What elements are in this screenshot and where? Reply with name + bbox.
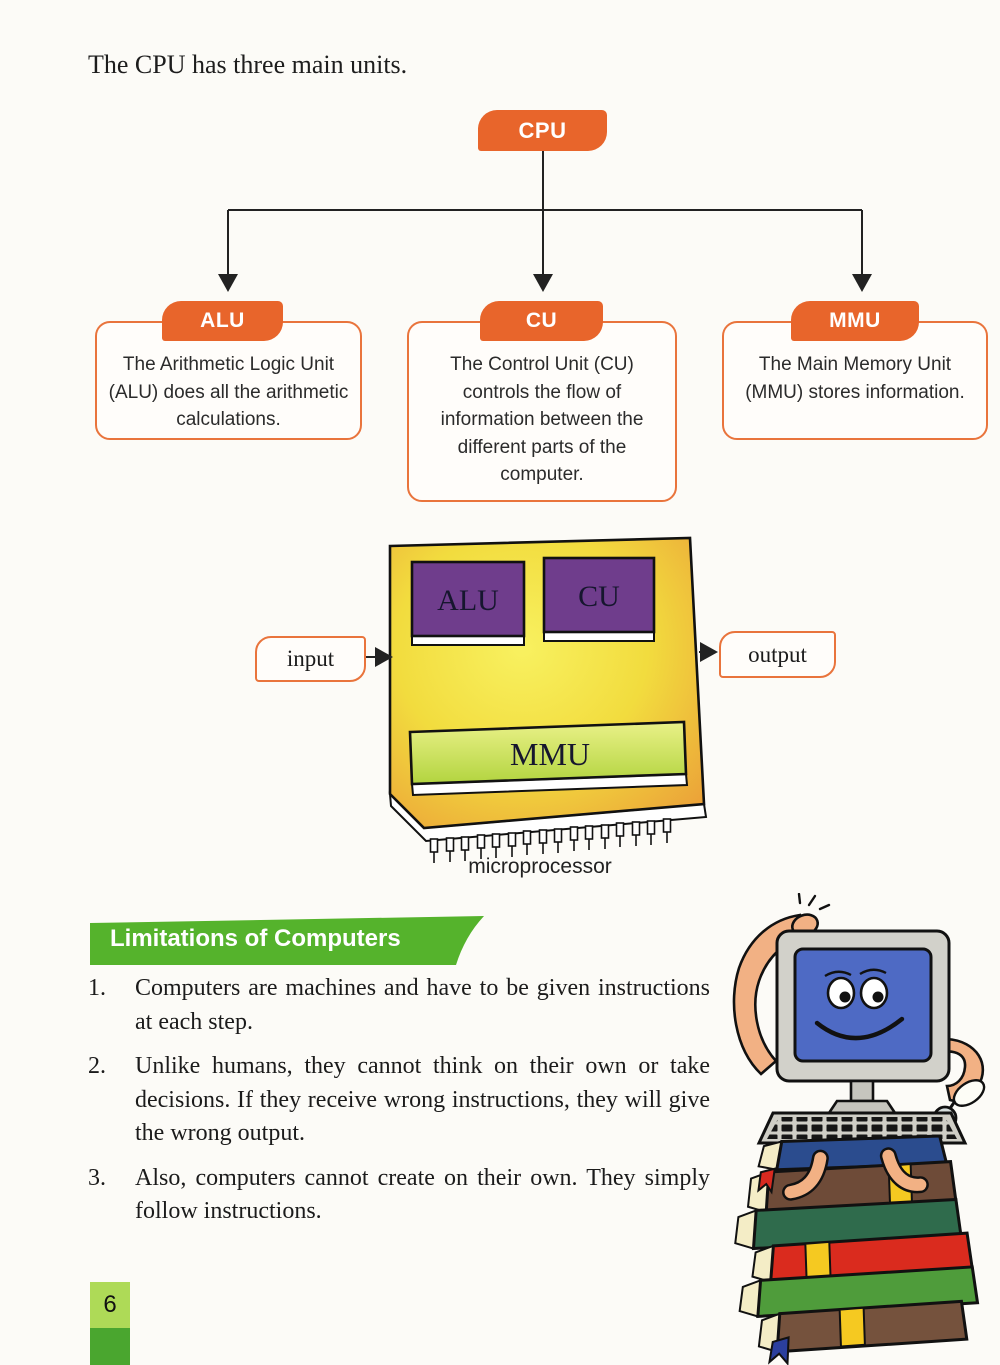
mmu-node-badge: MMU — [791, 301, 919, 341]
alu-node-description: The Arithmetic Logic Unit (ALU) does all the arithmetic calculations. — [108, 354, 349, 430]
computer-on-books-cartoon — [705, 893, 995, 1365]
chip-alu-label: ALU — [437, 584, 499, 617]
list-item-text: Also, computers cannot create on their own. They simply follow instructions. — [135, 1164, 710, 1224]
list-item-text: Unlike humans, they cannot think on their own or take decisions. If they receive wrong instructions, they will give the wrong output. — [135, 1053, 710, 1146]
chip-mmu-label: MMU — [509, 736, 591, 772]
list-item — [88, 1162, 710, 1229]
output-box — [719, 631, 836, 678]
microprocessor-illustration — [360, 532, 720, 867]
intro-text: The CPU has three main units. — [88, 50, 408, 79]
list-item — [88, 1050, 710, 1151]
limitations-list — [88, 972, 710, 1240]
microprocessor-caption: microprocessor — [468, 855, 612, 878]
output-label: output — [748, 641, 807, 667]
list-item-number: 1. — [88, 975, 106, 1001]
cu-node-card — [407, 321, 677, 502]
input-arrow — [363, 647, 399, 667]
list-item-text: Computers are machines and have to be given instructions at each step. — [135, 975, 710, 1035]
page-number-tab — [90, 1282, 130, 1328]
list-item — [88, 972, 710, 1039]
input-label: input — [286, 646, 335, 671]
alu-node-badge: ALU — [162, 301, 283, 341]
cu-node-description: The Control Unit (CU) controls the flow of information between the different parts of the computer. — [440, 354, 644, 485]
cpu-node-badge: CPU — [478, 110, 607, 151]
page-number: 6 — [103, 1291, 117, 1318]
input-box — [255, 636, 366, 682]
list-item-number: 3. — [88, 1164, 106, 1191]
chip-cu-label: CU — [578, 580, 620, 613]
mmu-node-description: The Main Memory Unit (MMU) stores information. — [745, 354, 965, 403]
page-tab-decoration — [90, 1328, 130, 1365]
list-item-number: 2. — [88, 1053, 106, 1079]
cu-node-badge: CU — [480, 301, 603, 341]
limitations-heading: Limitations of Computers — [110, 925, 401, 952]
